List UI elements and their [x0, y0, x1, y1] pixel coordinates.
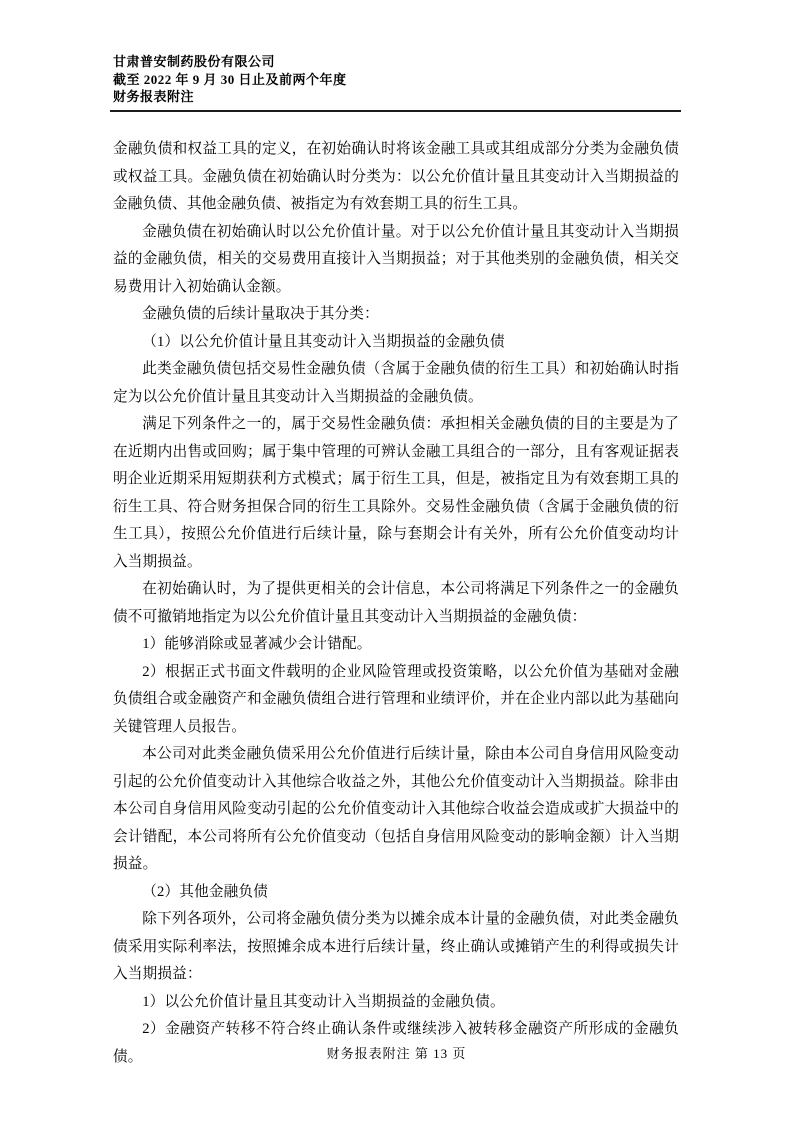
body-paragraph: 满足下列条件之一的，属于交易性金融负债：承担相关金融负债的目的主要是为了在近期内出售或回购；属于集中管理的可辨认金融工具组合的一部分，且有客观证据表明企业近期采用短期获利方式模式；属于衍生工具，但是，被指定且为有效套期工具的衍生工具、符合财务担保合同的衍生工具除外。交易性金融负债（含属于金融负债的衍生工具），按照公允价值进行后续计量，除与套期会计有关外，所有公允价值变动均计入当期损益。 [113, 416, 679, 570]
body-paragraph: 此类金融负债包括交易性金融负债（含属于金融负债的衍生工具）和初始确认时指定为以公允价值计量且其变动计入当期损益的金融负债。 [113, 361, 679, 405]
document-title: 财务报表附注 [113, 89, 195, 104]
page-header [113, 53, 347, 106]
body-paragraph: 金融负债的后续计量取决于其分类： [142, 306, 379, 322]
body-paragraph: 金融负债在初始确认时以公允价值计量。对于以公允价值计量且其变动计入当期损益的金融负债，相关的交易费用直接计入当期损益；对于其他类别的金融负债，相关交易费用计入初始确认金额。 [113, 223, 679, 295]
body-paragraph: 2）金融资产转移不符合终止确认条件或继续涉入被转移金融资产所形成的金融负债。 [113, 1021, 679, 1065]
report-period: 截至 2022 年 9 月 30 日止及前两个年度 [113, 71, 347, 87]
body-paragraph: （1）以公允价值计量且其变动计入当期损益的金融负债 [142, 333, 505, 350]
body-paragraph: 在初始确认时，为了提供更相关的会计信息，本公司将满足下列条件之一的金融负债不可撤销地指定为以公允价值计量且其变动计入当期损益的金融负债： [113, 581, 679, 625]
body-paragraph: 金融负债和权益工具的定义，在初始确认时将该金融工具或其组成部分分类为金融负债或权益工具。金融负债在初始确认时分类为：以公允价值计量且其变动计入当期损益的金融负债、其他金融负债、被指定为有效套期工具的衍生工具。 [113, 141, 679, 212]
header-divider [110, 110, 681, 112]
body-paragraph: 本公司对此类金融负债采用公允价值进行后续计量，除由本公司自身信用风险变动引起的公允价值变动计入其他综合收益之外，其他公允价值变动计入当期损益。除非由本公司自身信用风险变动引起的公允价值变动计入其他综合收益会造成或扩大损益中的会计错配，本公司将所有公允价值变动（包括自身信用风险变动的影响金额）计入当期损益。 [113, 746, 679, 872]
body-paragraph: 1）以公允价值计量且其变动计入当期损益的金融负债。 [142, 993, 505, 1010]
body-paragraph: 2）根据正式书面文件载明的企业风险管理或投资策略，以公允价值为基础对金融负债组合或金融资产和金融负债组合进行管理和业绩评价，并在企业内部以此为基础向关键管理人员报告。 [113, 663, 679, 735]
company-name: 甘肃普安制药股份有限公司 [113, 54, 276, 69]
page-footer: 财务报表附注 第 13 页 [326, 1046, 467, 1061]
body-paragraph: （2）其他金融负债 [142, 883, 269, 900]
body-paragraph: 1）能够消除或显著减少会计错配。 [142, 636, 372, 652]
body-paragraph: 除下列各项外，公司将金融负债分类为以摊余成本计量的金融负债，对此类金融负债采用实际利率法，按照摊余成本进行后续计量，终止确认或摊销产生的利得或损失计入当期损益： [113, 911, 679, 982]
document-body [113, 136, 679, 1071]
